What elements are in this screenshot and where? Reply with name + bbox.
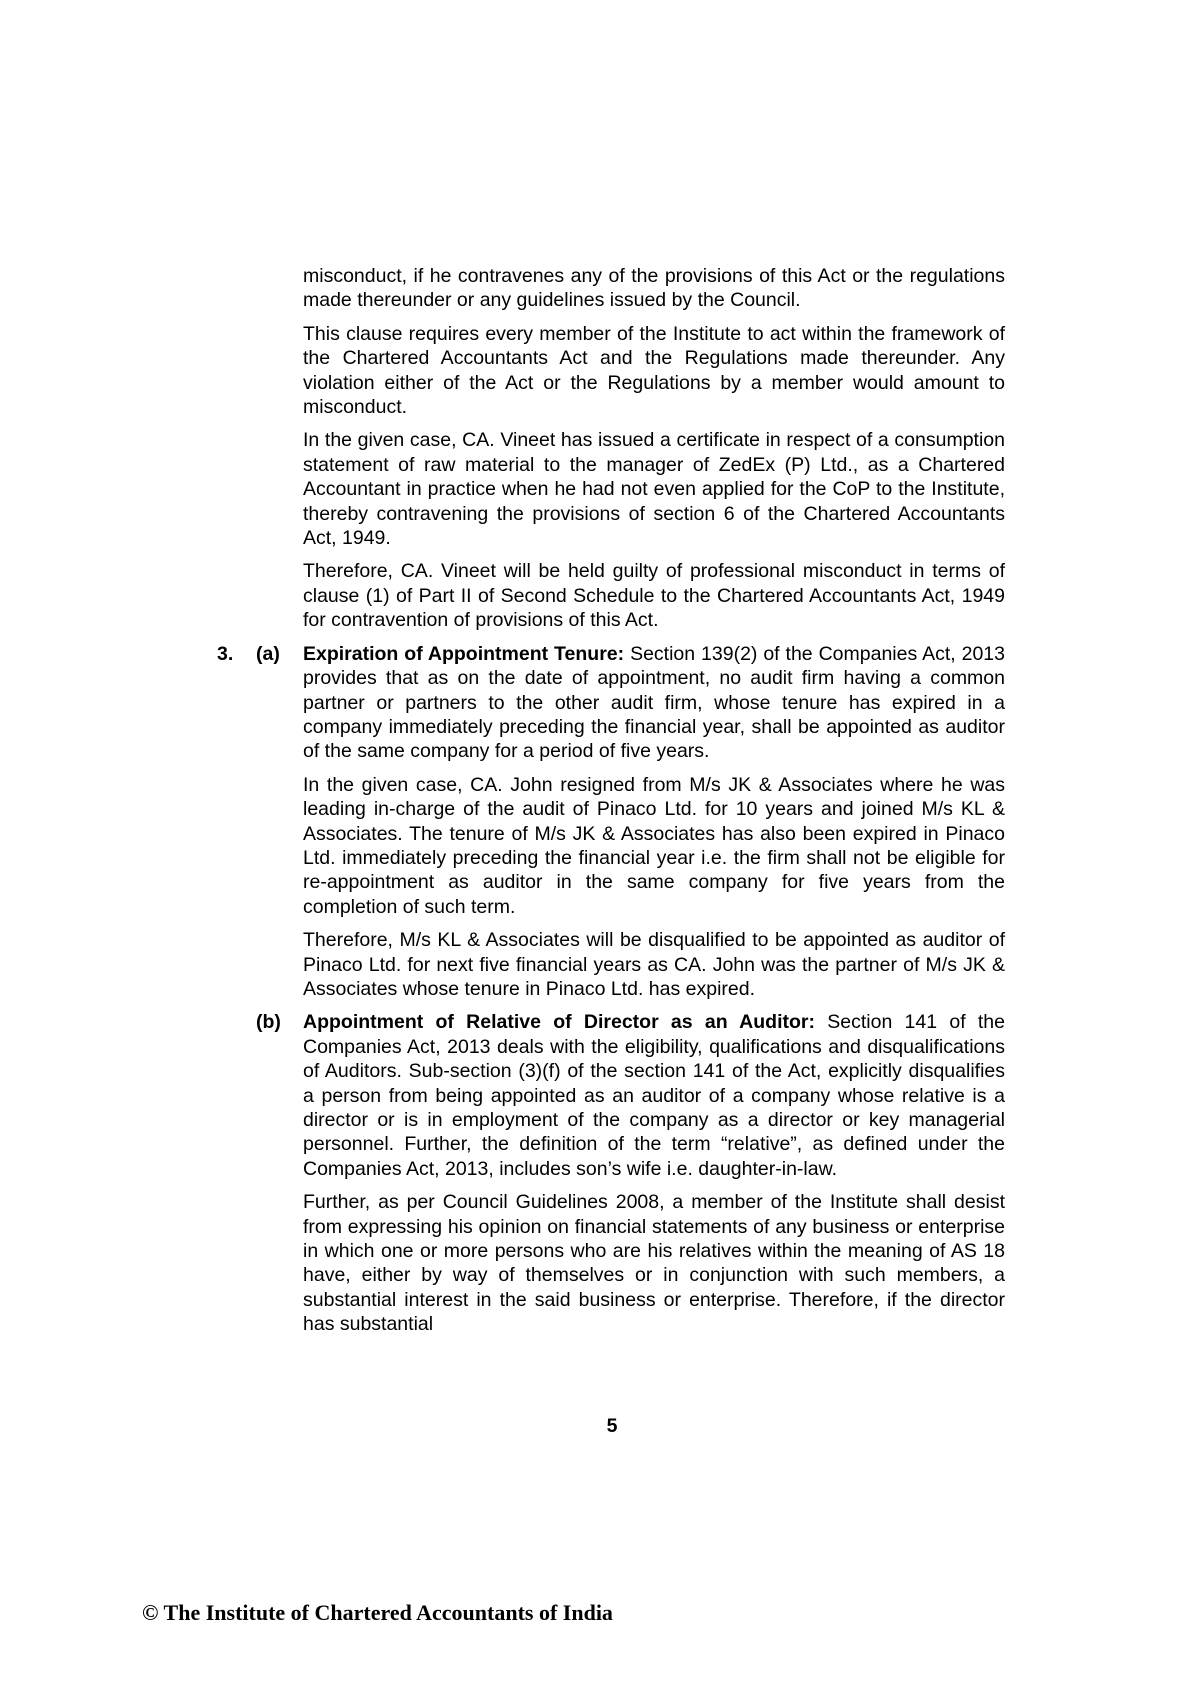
page-number: 5: [606, 1415, 618, 1437]
lead-relative-auditor: Section 141 of the Companies Act, 2013 deals with the eligibility, qualifications and disqualifications of Auditors. Sub-section (3)(f) of the section 141 of the Act, explicitly disqualifies a person from being appointed as an auditor of a company whose relative is a director or is in employment of the company as a director or key managerial personnel. Further, the definition of the term “relative”, as defined under the Companies Act, 2013, includes son’s wife i.e. daughter-in-law.: [303, 1011, 1005, 1180]
paragraph-council-guidelines: Further, as per Council Guidelines 2008, a member of the Institute shall desist from expressing his opinion on financial statements of any business or enterprise in which one or more persons who are his relatives within the meaning of AS 18 have, either by way of themselves or in conjunction with such members, a substantial interest in the said business or enterprise. Therefore, if the director has substantial: [303, 1191, 1005, 1336]
question-3-part-a: [217, 642, 1005, 1002]
paragraph-misconduct-clause: misconduct, if he contravenes any of the provisions of this Act or the regulations made thereunder or any guidelines issued by the Council.: [303, 265, 1005, 312]
paragraph-relative-auditor: [303, 1010, 1005, 1181]
part-b-label: (b): [256, 1011, 281, 1034]
paragraph-given-case-john: In the given case, CA. John resigned from M/s JK & Associates where he was leading in-charge of the audit of Pinaco Ltd. for 10 years and joined M/s KL & Associates. The tenure of M/s JK & Associates has also been expired in Pinaco Ltd. immediately preceding the financial year i.e. the firm shall not be eligible for re-appointment as auditor in the same company for five years from the completion of such term.: [303, 773, 1005, 918]
answer-text-block: [217, 264, 1005, 1346]
lead-expiration-tenure: Section 139(2) of the Companies Act, 2013 provides that as on the date of appointment, no audit firm having a common partner or partners to the other audit firm, whose tenure has expired in a company immediately preceding the financial year, shall be appointed as auditor of the same company for a period of five years.: [303, 642, 1005, 763]
question-3-part-b: [256, 1010, 1005, 1336]
question-number: 3.: [217, 642, 234, 665]
paragraph-given-case-vineet: In the given case, CA. Vineet has issued a certificate in respect of a consumption statement of raw material to the manager of ZedEx (P) Ltd., as a Chartered Accountant in practice when he had not even applied for the CoP to the Institute, thereby contravening the provisions of section 6 of the Chartered Accountants Act, 1949.: [303, 429, 1005, 550]
footer-copyright: © The Institute of Chartered Accountants of India: [142, 1600, 613, 1625]
paragraph-expiration-tenure: [303, 642, 1005, 764]
paragraph-conclusion-vineet: Therefore, CA. Vineet will be held guilty of professional misconduct in terms of clause (1) of Part II of Second Schedule to the Chartered Accountants Act, 1949 for contravention of provisions of this Act.: [303, 560, 1005, 632]
paragraph-clause-requirement: This clause requires every member of the Institute to act within the framework of the Chartered Accountants Act and the Regulations made thereunder. Any violation either of the Act or the Regulations by a member would amount to misconduct.: [303, 322, 1005, 419]
heading-relative-auditor: Appointment of Relative of Director as an Auditor:: [303, 1011, 815, 1034]
paragraph-conclusion-kl-associates: Therefore, M/s KL & Associates will be disqualified to be appointed as auditor of Pinaco Ltd. for next five financial years as CA. John was the partner of M/s JK & Associates whose tenure in Pinaco Ltd. has expired.: [303, 929, 1005, 1000]
heading-expiration-tenure: Expiration of Appointment Tenure:: [303, 642, 625, 665]
part-a-label: (a): [256, 642, 280, 665]
